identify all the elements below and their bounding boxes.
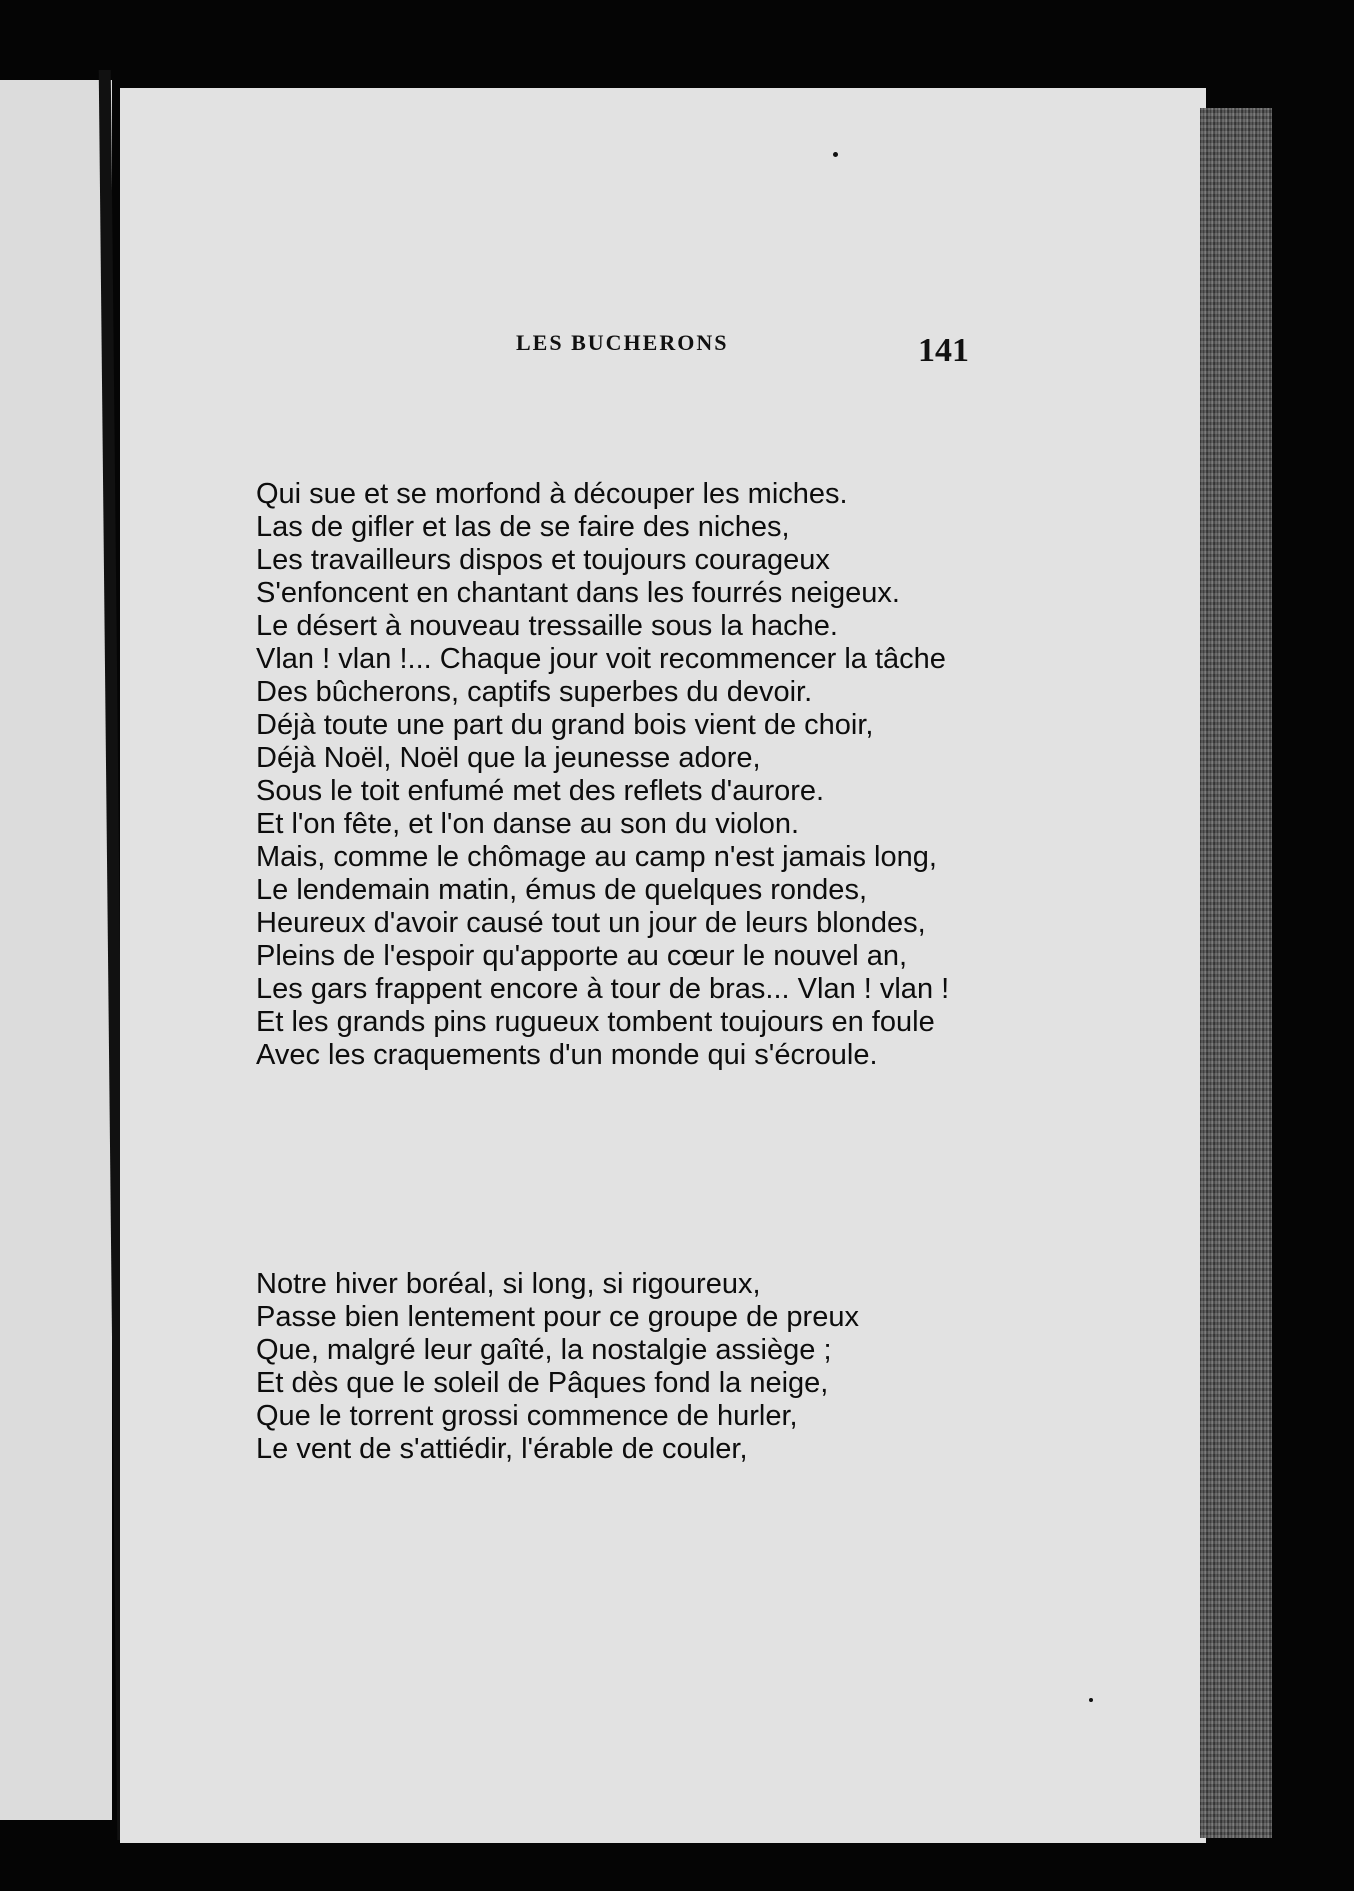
running-title: LES BUCHERONS — [516, 330, 729, 355]
stanza-2 — [256, 1268, 859, 1466]
verse-line: Vlan ! vlan !... Chaque jour voit recommencer la tâche — [256, 643, 946, 675]
verse-line: S'enfoncent en chantant dans les fourrés neigeux. — [256, 577, 900, 609]
verse-line: Le désert à nouveau tressaille sous la hache. — [256, 610, 838, 642]
verse-line: Et dès que le soleil de Pâques fond la neige, — [256, 1367, 829, 1399]
verse-line: Mais, comme le chômage au camp n'est jamais long, — [256, 841, 937, 873]
verse-line: Que, malgré leur gaîté, la nostalgie assiège ; — [256, 1334, 832, 1366]
stanza-1 — [256, 478, 949, 1072]
verse-line: Les travailleurs dispos et toujours courageux — [256, 544, 830, 576]
verse-line: Le vent de s'attiédir, l'érable de couler, — [256, 1433, 748, 1465]
verse-line: Las de gifler et las de se faire des niches, — [256, 511, 790, 543]
page-number: 141 — [918, 332, 969, 369]
ink-speck — [833, 152, 838, 157]
verse-line: Pleins de l'espoir qu'apporte au cœur le nouvel an, — [256, 940, 908, 972]
verse-line: Qui sue et se morfond à découper les miches. — [256, 478, 848, 510]
verse-line: Passe bien lentement pour ce groupe de preux — [256, 1301, 859, 1333]
verse-line: Notre hiver boréal, si long, si rigoureux, — [256, 1268, 761, 1300]
verse-line: Et les grands pins rugueux tombent toujours en foule — [256, 1006, 935, 1038]
verse-line: Heureux d'avoir causé tout un jour de leurs blondes, — [256, 907, 926, 939]
page-edges — [1200, 108, 1272, 1838]
ink-speck — [1089, 1698, 1093, 1702]
verse-line: Des bûcherons, captifs superbes du devoir. — [256, 676, 813, 708]
left-page-margin — [0, 80, 112, 1820]
verse-line: Avec les craquements d'un monde qui s'écroule. — [256, 1039, 878, 1071]
verse-line: Et l'on fête, et l'on danse au son du violon. — [256, 808, 800, 840]
verse-line: Sous le toit enfumé met des reflets d'aurore. — [256, 775, 825, 807]
verse-line: Déjà Noël, Noël que la jeunesse adore, — [256, 742, 761, 774]
verse-line: Déjà toute une part du grand bois vient de choir, — [256, 709, 874, 741]
verse-line: Les gars frappent encore à tour de bras... Vlan ! vlan ! — [256, 973, 950, 1005]
verse-line: Le lendemain matin, émus de quelques rondes, — [256, 874, 867, 906]
verse-line: Que le torrent grossi commence de hurler, — [256, 1400, 798, 1432]
